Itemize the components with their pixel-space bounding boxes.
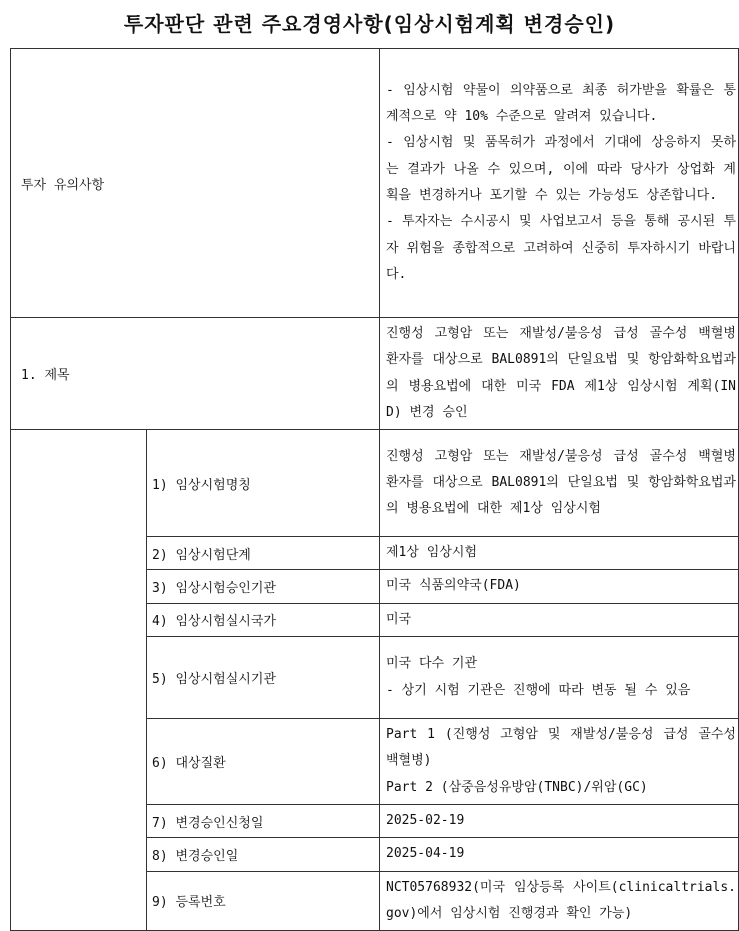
disease-value: Part 1 (진행성 고형암 및 재발성/불응성 급성 골수성 백혈병) Part 2 (삼중음성유방암(TNBC)/위암(GC) [380, 719, 739, 805]
trial-name-value: 진행성 고형암 또는 재발성/불응성 급성 골수성 백혈병 환자를 대상으로 BAL0891의 단일요법 및 항암화학요법과의 병용요법에 대한 제1상 임상시험 [380, 430, 739, 537]
country-value: 미국 [380, 603, 739, 636]
site-label: 5) 임상시험실시기관 [147, 637, 380, 719]
authority-value: 미국 식품의약국(FDA) [380, 570, 739, 603]
table-row [11, 49, 739, 318]
approval-date-value: 2025-04-19 [380, 838, 739, 871]
phase-label: 2) 임상시험단계 [147, 537, 380, 570]
page-title: 투자판단 관련 주요경영사항(임상시험계획 변경승인) [123, 12, 616, 36]
caution-label: 투자 유의사항 [11, 49, 380, 318]
request-date-value: 2025-02-19 [380, 804, 739, 837]
table-row [11, 318, 739, 430]
caution-value: - 임상시험 약물이 의약품으로 최종 허가받을 확률은 통계적으로 약 10% 수준으로 알려져 있습니다. - 임상시험 및 품목허가 과정에서 기대에 상응하지 못하는 결과가 나올 수 있으며, 이에 따라 당사가 상업화 계획을 변경하거나 포기할 수 있는 가능성도 상존합니다. - 투자자는 수시공시 및 사업보고서 등을 통해 공시된 투자 위험을 종합적으로 고려하여 신중히 투자하시기 바랍니다. [380, 49, 739, 318]
disclosure-table [10, 48, 739, 931]
registration-value: NCT05768932(미국 임상등록 사이트(clinicaltrials.gov)에서 임상시험 진행경과 확인 가능) [380, 871, 739, 931]
phase-value: 제1상 임상시험 [380, 537, 739, 570]
table-row [11, 430, 739, 537]
site-value: 미국 다수 기관 - 상기 시험 기관은 진행에 따라 변동 될 수 있음 [380, 637, 739, 719]
disease-label: 6) 대상질환 [147, 719, 380, 805]
registration-label: 9) 등록번호 [147, 871, 380, 931]
authority-label: 3) 임상시험승인기관 [147, 570, 380, 603]
country-label: 4) 임상시험실시국가 [147, 603, 380, 636]
details-group-cell [11, 430, 147, 931]
trial-name-label: 1) 임상시험명칭 [147, 430, 380, 537]
subject-value: 진행성 고형암 또는 재발성/불응성 급성 골수성 백혈병 환자를 대상으로 BAL0891의 단일요법 및 항암화학요법과의 병용요법에 대한 미국 FDA 제1상 임상시험 계획(IND) 변경 승인 [380, 318, 739, 430]
subject-label: 1. 제목 [11, 318, 380, 430]
request-date-label: 7) 변경승인신청일 [147, 804, 380, 837]
approval-date-label: 8) 변경승인일 [147, 838, 380, 871]
